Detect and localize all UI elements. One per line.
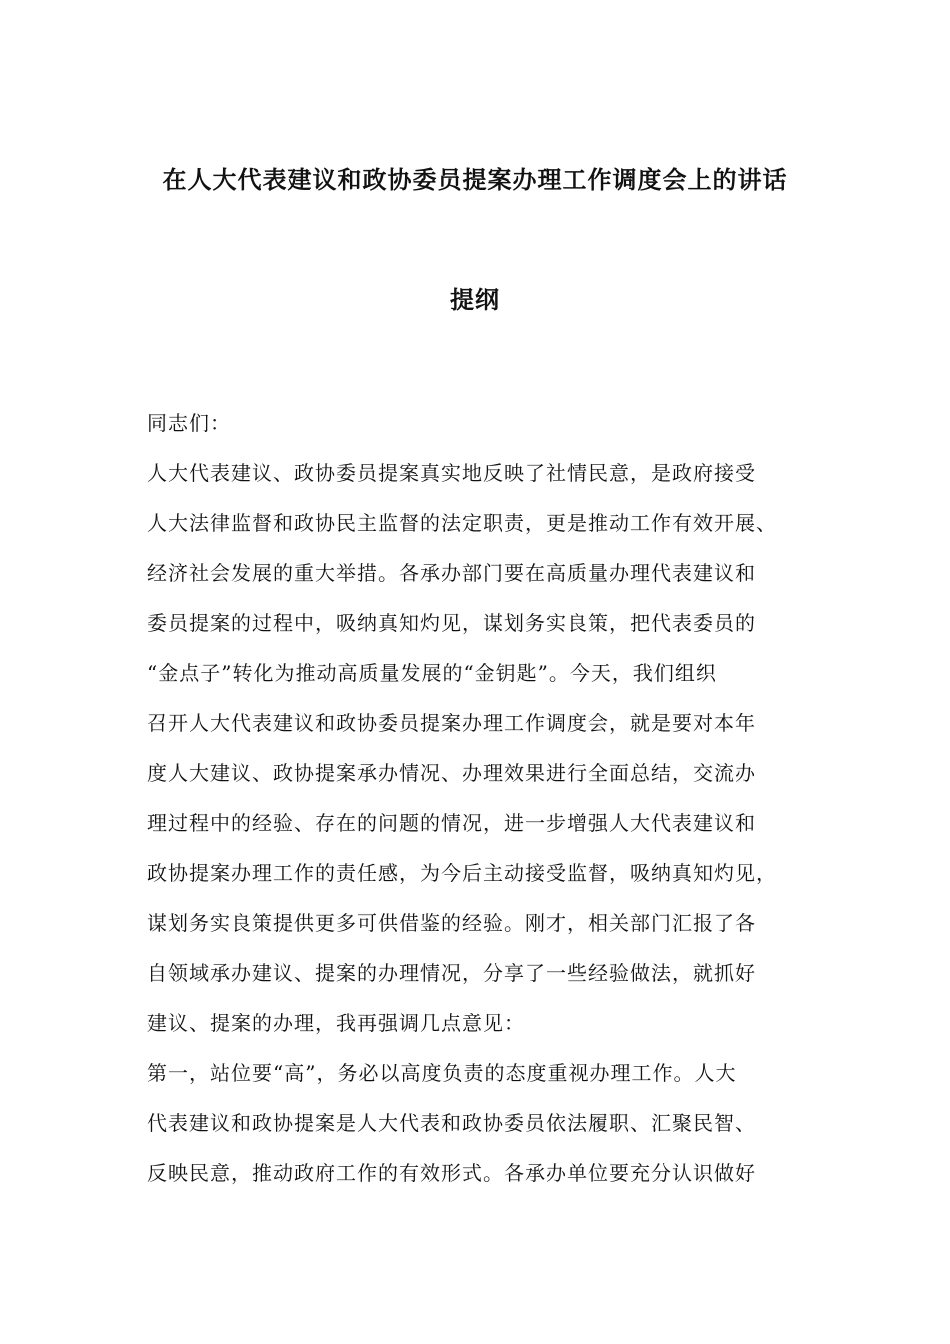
body-line: “金点子”转化为推动高质量发展的“金钥匙”。今天，我们组织 (147, 661, 717, 685)
salutation: 同志们： (147, 411, 231, 435)
section-first-line: 第一，站位要“高”，务必以高度负责的态度重视办理工作。人大 (147, 1061, 737, 1085)
body-line: 委员提案的过程中，吸纳真知灼见，谋划务实良策，把代表委员的 (147, 611, 756, 635)
body-line: 自领域承办建议、提案的办理情况，分享了一些经验做法，就抓好 (147, 961, 756, 985)
body-line: 政协提案办理工作的责任感，为今后主动接受监督，吸纳真知灼见， (147, 861, 777, 885)
body-line: 人大代表建议、政协委员提案真实地反映了社情民意，是政府接受 (147, 461, 756, 485)
body-line: 理过程中的经验、存在的问题的情况，进一步增强人大代表建议和 (147, 811, 756, 835)
body-line: 经济社会发展的重大举措。各承办部门要在高质量办理代表建议和 (147, 561, 756, 585)
body-line: 人大法律监督和政协民主监督的法定职责，更是推动工作有效开展、 (147, 511, 777, 535)
document-title-continuation: 提纲 (450, 285, 500, 314)
body-line: 度人大建议、政协提案承办情况、办理效果进行全面总结，交流办 (147, 761, 756, 785)
document-body (147, 398, 827, 1198)
body-line: 召开人大代表建议和政协委员提案办理工作调度会，就是要对本年 (147, 711, 756, 735)
body-line: 建议、提案的办理，我再强调几点意见： (147, 1011, 525, 1035)
body-line: 反映民意，推动政府工作的有效形式。各承办单位要充分认识做好 (147, 1161, 756, 1185)
body-line: 代表建议和政协提案是人大代表和政协委员依法履职、汇聚民智、 (147, 1111, 756, 1135)
body-line: 谋划务实良策提供更多可供借鉴的经验。刚才，相关部门汇报了各 (147, 911, 756, 935)
document-title: 在人大代表建议和政协委员提案办理工作调度会上的讲话 (162, 165, 788, 194)
